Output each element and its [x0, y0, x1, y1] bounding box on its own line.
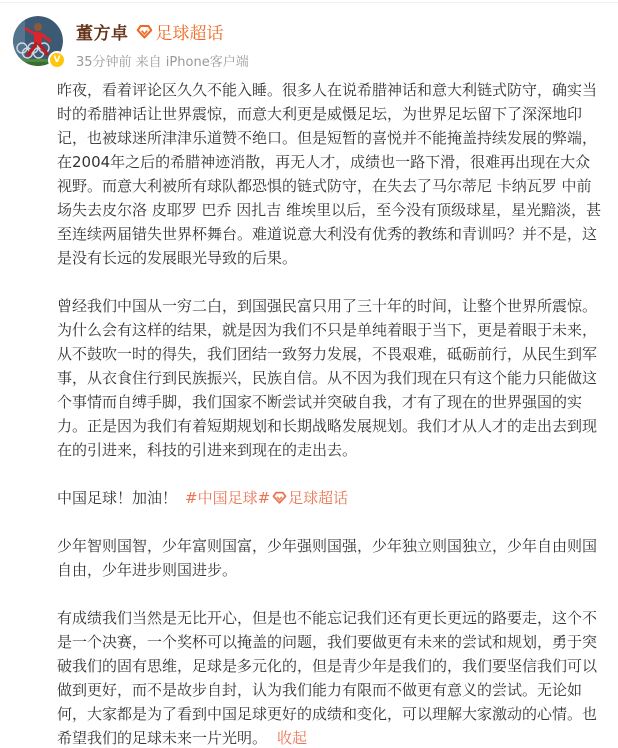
- username[interactable]: 董方卓: [76, 24, 129, 44]
- hashtag-link[interactable]: #中国足球#: [185, 489, 271, 507]
- paragraph-1: 昨夜，看着评论区久久不能入睡。很多人在说希腊神话和意大利链式防守，确实当时的希腊神话让世界震惊，而意大利更是威慑足坛，为世界足坛留下了深深地印记，也被球迷所津津乐道赞不绝口。但是短暂的喜悦并不能掩盖持续发展的弊端，在2004年之后的希腊神迹消散，再无人才，成绩也一路下滑，很难再出现在大众视野。而意大利被所有球队都恐惧的链式防守，在失去了马尔蒂尼 卡纳瓦罗 中前场失去皮尔洛 皮耶罗 巴乔 因扎吉 维埃里以后，至今没有顶级球星，星光黯淡，甚至连续两届错失世界杯舞台。难道说意大利没有优秀的教练和青训吗？并不是，这是没有长远的发展眼光导致的后果。: [57, 81, 602, 267]
- paragraph-5-text: 有成绩我们当然是无比开心，但是也不能忘记我们还有更长更远的路要走，这个不是一个决赛，一个奖杯可以掩盖的问题，我们要做更有未来的尝试和规划，勇于突破我们的固有思维，足球是多元化的，但是青少年是我们的，我们要坚信我们可以做到更好，而不是故步自封，认为我们能力有限而不做更有意义的尝试。无论如何，大家都是为了看到中国足球更好的成绩和变化，可以理解大家激动的心情。也希望我们的足球未来一片光明。: [57, 609, 598, 747]
- verified-icon: V: [48, 51, 66, 69]
- header-text: [76, 16, 249, 70]
- paragraph-4: 少年智则国智，少年富则国富，少年强则国强，少年独立则国独立，少年自由则国自由，少年进步则国进步。: [57, 537, 598, 579]
- paragraph-2: 曾经我们中国从一穷二白，到国强民富只用了三十年的时间，让整个世界所震惊。为什么会有这样的结果，就是因为我们不只是单纯着眼于当下，更是着眼于未来，从不鼓吹一时的得失，我们团结一致努力发展，不畏艰难，砥砺前行，从民生到军事，从衣食住行到民族振兴，民族自信。从不因为我们现在只有这个能力只能做这个事情而自缚手脚，我们国家不断尝试并突破自我，才有了现在的世界强国的实力。正是因为我们有着短期规划和长期战略发展规划。我们才从人才的走出去到现在的引进来，科技的引进来到现在的走出去。: [57, 297, 598, 459]
- header-topic-link[interactable]: 足球超话: [155, 24, 224, 44]
- paragraph-5: [57, 606, 605, 748]
- cheer-text: 中国足球！加油！: [57, 489, 178, 507]
- collapse-link[interactable]: 收起: [277, 729, 308, 747]
- name-row: [76, 19, 249, 44]
- top-divider: [0, 2, 618, 3]
- avatar[interactable]: [13, 16, 63, 66]
- cheer-line: [57, 486, 605, 510]
- supertopic-inline-icon[interactable]: [272, 490, 287, 505]
- hashtag-topic-link[interactable]: 足球超话: [288, 489, 349, 507]
- post-content: [57, 78, 605, 748]
- post-header: [13, 16, 249, 70]
- supertopic-icon[interactable]: [136, 23, 153, 40]
- post-meta: 35分钟前 来自 iPhone客户端: [76, 55, 249, 70]
